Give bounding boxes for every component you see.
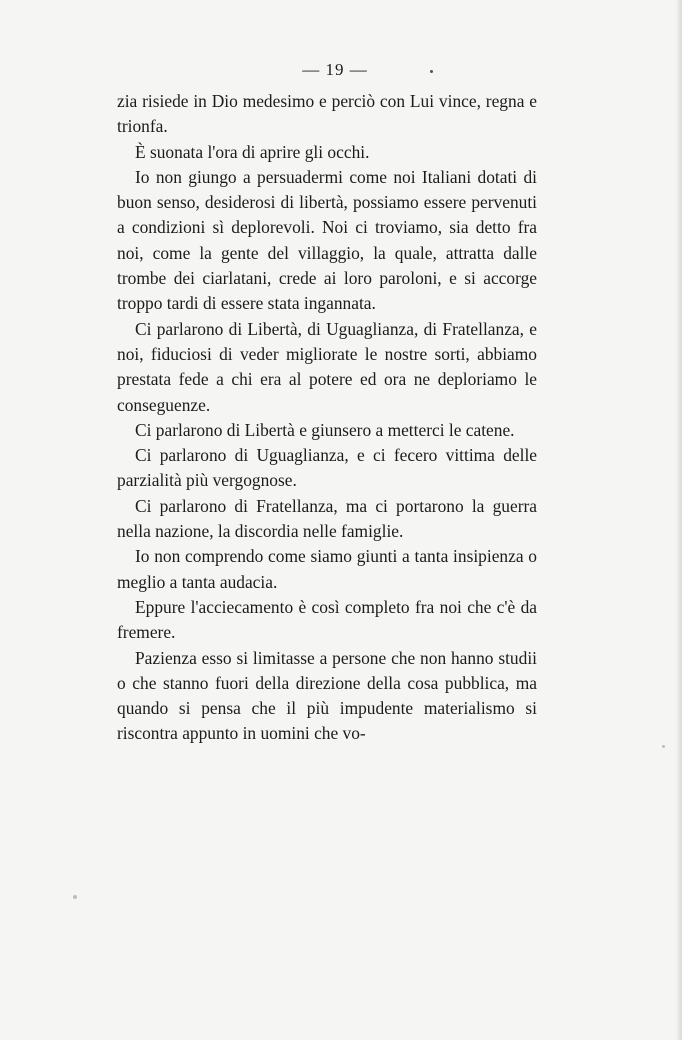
paragraph-7: Ci parlarono di Fratellanza, ma ci portarono la guerra nella nazione, la discordia nelle famiglie.: [117, 495, 537, 542]
paragraph-6: Ci parlarono di Uguaglianza, e ci fecero vittima delle parzialità più vergognose.: [117, 445, 537, 491]
body-text: [117, 89, 537, 747]
page-number: — 19 —: [302, 60, 368, 79]
paragraph-10: Pazienza esso si limitasse a persone che non hanno studii o che stanno fuori della direzione della cosa pubblica, ma quando si pensa che il più impudente materialismo si riscontra appunto in uomini che vo-: [117, 647, 537, 744]
paragraph-9: Eppure l'acciecamento è così completo fra noi che c'è da fremere.: [117, 596, 537, 643]
paragraph-3: Io non giungo a persuadermi come noi Italiani dotati di buon senso, desiderosi di libertà, possiamo essere pervenuti a condizioni sì deplorevoli. Noi ci troviamo, sia detto fra noi, come la gente del villaggio, la quale, attratta dalle trombe dei ciarlatani, crede ai loro paroloni, e si accorge troppo tardi di essere stata ingannata.: [117, 166, 537, 314]
paragraph-4: Ci parlarono di Libertà, di Uguaglianza, di Fratellanza, e noi, fiduciosi di veder migliorate le nostre sorti, abbiamo prestata fede a chi era al potere ed ora ne deploriamo le conseguenze.: [117, 318, 537, 415]
print-speck: [430, 70, 433, 73]
paragraph-8: Io non comprendo come siamo giunti a tanta insipienza o meglio a tanta audacia.: [117, 546, 537, 592]
paragraph-1: zia risiede in Dio medesimo e perciò con Lui vince, regna e trionfa.: [117, 91, 537, 137]
paper-speck: [73, 895, 77, 899]
paragraph-2: È suonata l'ora di aprire gli occhi.: [135, 141, 370, 162]
paragraph-5: Ci parlarono di Libertà e giunsero a metterci le catene.: [135, 419, 515, 440]
page-edge-shadow: [676, 0, 682, 1040]
paper-speck: [662, 745, 665, 748]
